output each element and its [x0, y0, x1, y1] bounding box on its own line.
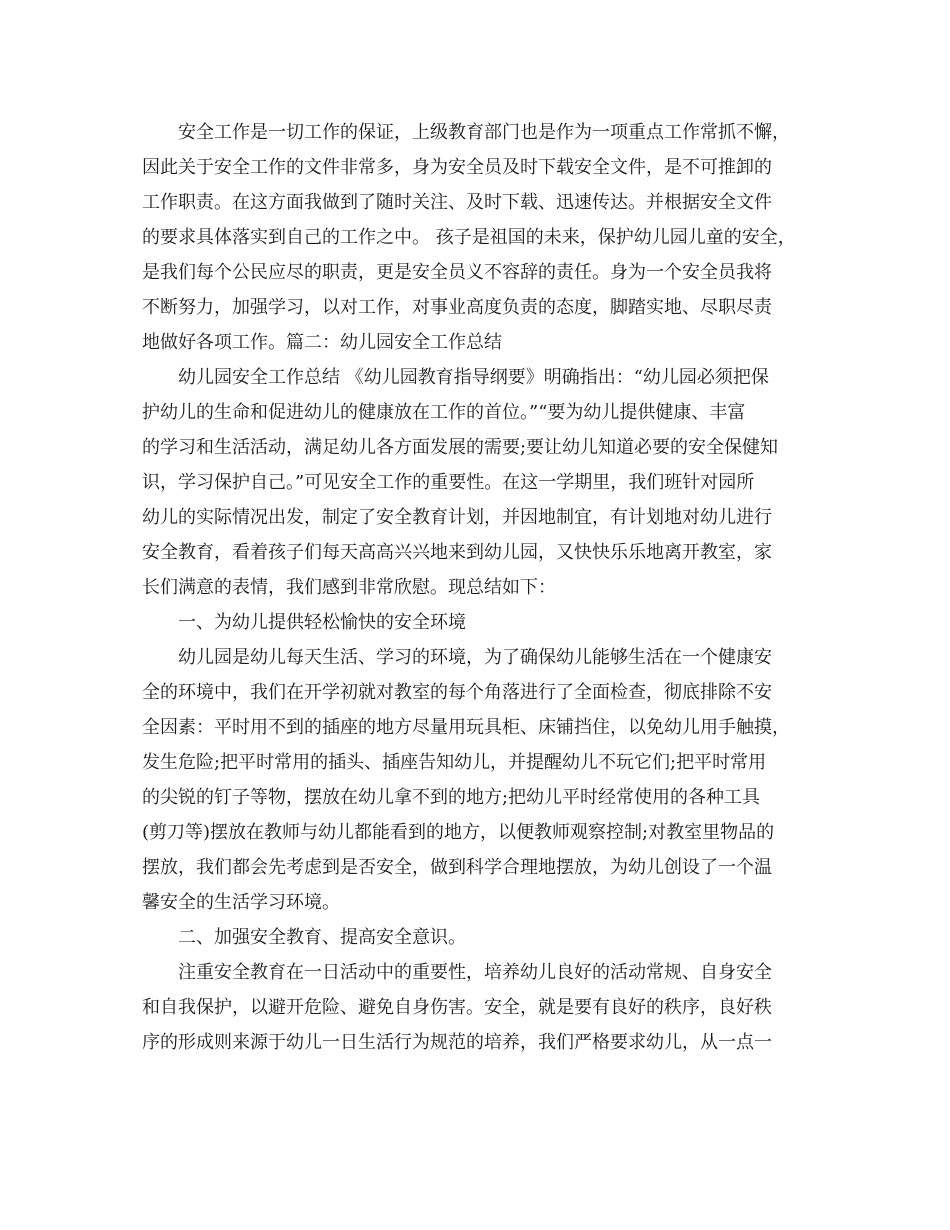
text-line: 注重安全教育在一日活动中的重要性，培养幼儿良好的活动常规、自身安全 [142, 962, 772, 983]
text-line: 的要求具体落实到自己的工作之中。 孩子是祖国的未来，保护幼儿园儿童的安全， [142, 227, 796, 248]
text-line: 和自我保护，以避开危险、避免自身伤害。安全，就是要有良好的秩序，良好秩 [142, 997, 772, 1018]
text-line: 不断努力，加强学习，以对工作，对事业高度负责的态度，脚踏实地、尽职尽责 [142, 297, 772, 318]
text-line: 发生危险;把平时常用的插头、插座告知幼儿，并提醒幼儿不玩它们;把平时常用 [142, 752, 767, 773]
text-line: 因此关于安全工作的文件非常多，身为安全员及时下载安全文件，是不可推卸的 [142, 157, 772, 178]
text-line: 的尖锐的钉子等物，摆放在幼儿拿不到的地方;把幼儿平时经常使用的各种工具 [142, 787, 761, 808]
text-line: (剪刀等)摆放在教师与幼儿都能看到的地方，以便教师观察控制;对教室里物品的 [142, 822, 775, 843]
text-line: 全因素：平时用不到的插座的地方尽量用玩具柜、床铺挡住，以免幼儿用手触摸， [142, 717, 790, 738]
text-line: 工作职责。在这方面我做到了随时关注、及时下载、迅速传达。并根据安全文件 [142, 192, 772, 213]
text-line: 的学习和生活活动，满足幼儿各方面发展的需要;要让幼儿知道必要的安全保健知 [142, 437, 779, 458]
text-line: 馨安全的生活学习环境。 [142, 892, 340, 913]
text-line: 护幼儿的生命和促进幼儿的健康放在工作的首位。”“要为幼儿提供健康、丰富 [142, 402, 746, 423]
text-line: 安全教育，看着孩子们每天高高兴兴地来到幼儿园，又快快乐乐地离开教室，家 [142, 542, 772, 563]
text-line: 一、为幼儿提供轻松愉快的安全环境 [142, 612, 466, 633]
text-line: 二、加强安全教育、提高安全意识。 [142, 927, 466, 948]
text-line: 地做好各项工作。篇二：幼儿园安全工作总结 [142, 332, 502, 353]
text-line: 长们满意的表情，我们感到非常欣慰。现总结如下： [142, 577, 556, 598]
text-line: 安全工作是一切工作的保证，上级教育部门也是作为一项重点工作常抓不懈， [142, 122, 790, 143]
text-line: 幼儿的实际情况出发，制定了安全教育计划，并因地制宜，有计划地对幼儿进行 [142, 507, 772, 528]
text-line: 全的环境中，我们在开学初就对教室的每个角落进行了全面检查，彻底排除不安 [142, 682, 772, 703]
text-line: 幼儿园是幼儿每天生活、学习的环境，为了确保幼儿能够生活在一个健康安 [142, 647, 772, 668]
text-line: 是我们每个公民应尽的职责，更是安全员义不容辞的责任。身为一个安全员我将 [142, 262, 772, 283]
text-line: 识，学习保护自己。”可见安全工作的重要性。在这一学期里，我们班针对园所 [142, 472, 755, 493]
text-line: 序的形成则来源于幼儿一日生活行为规范的培养，我们严格要求幼儿，从一点一 [142, 1032, 772, 1053]
text-line: 摆放，我们都会先考虑到是否安全，做到科学合理地摆放，为幼儿创设了一个温 [142, 857, 772, 878]
text-line: 幼儿园安全工作总结 《幼儿园教育指导纲要》明确指出：“幼儿园必须把保 [142, 367, 769, 388]
